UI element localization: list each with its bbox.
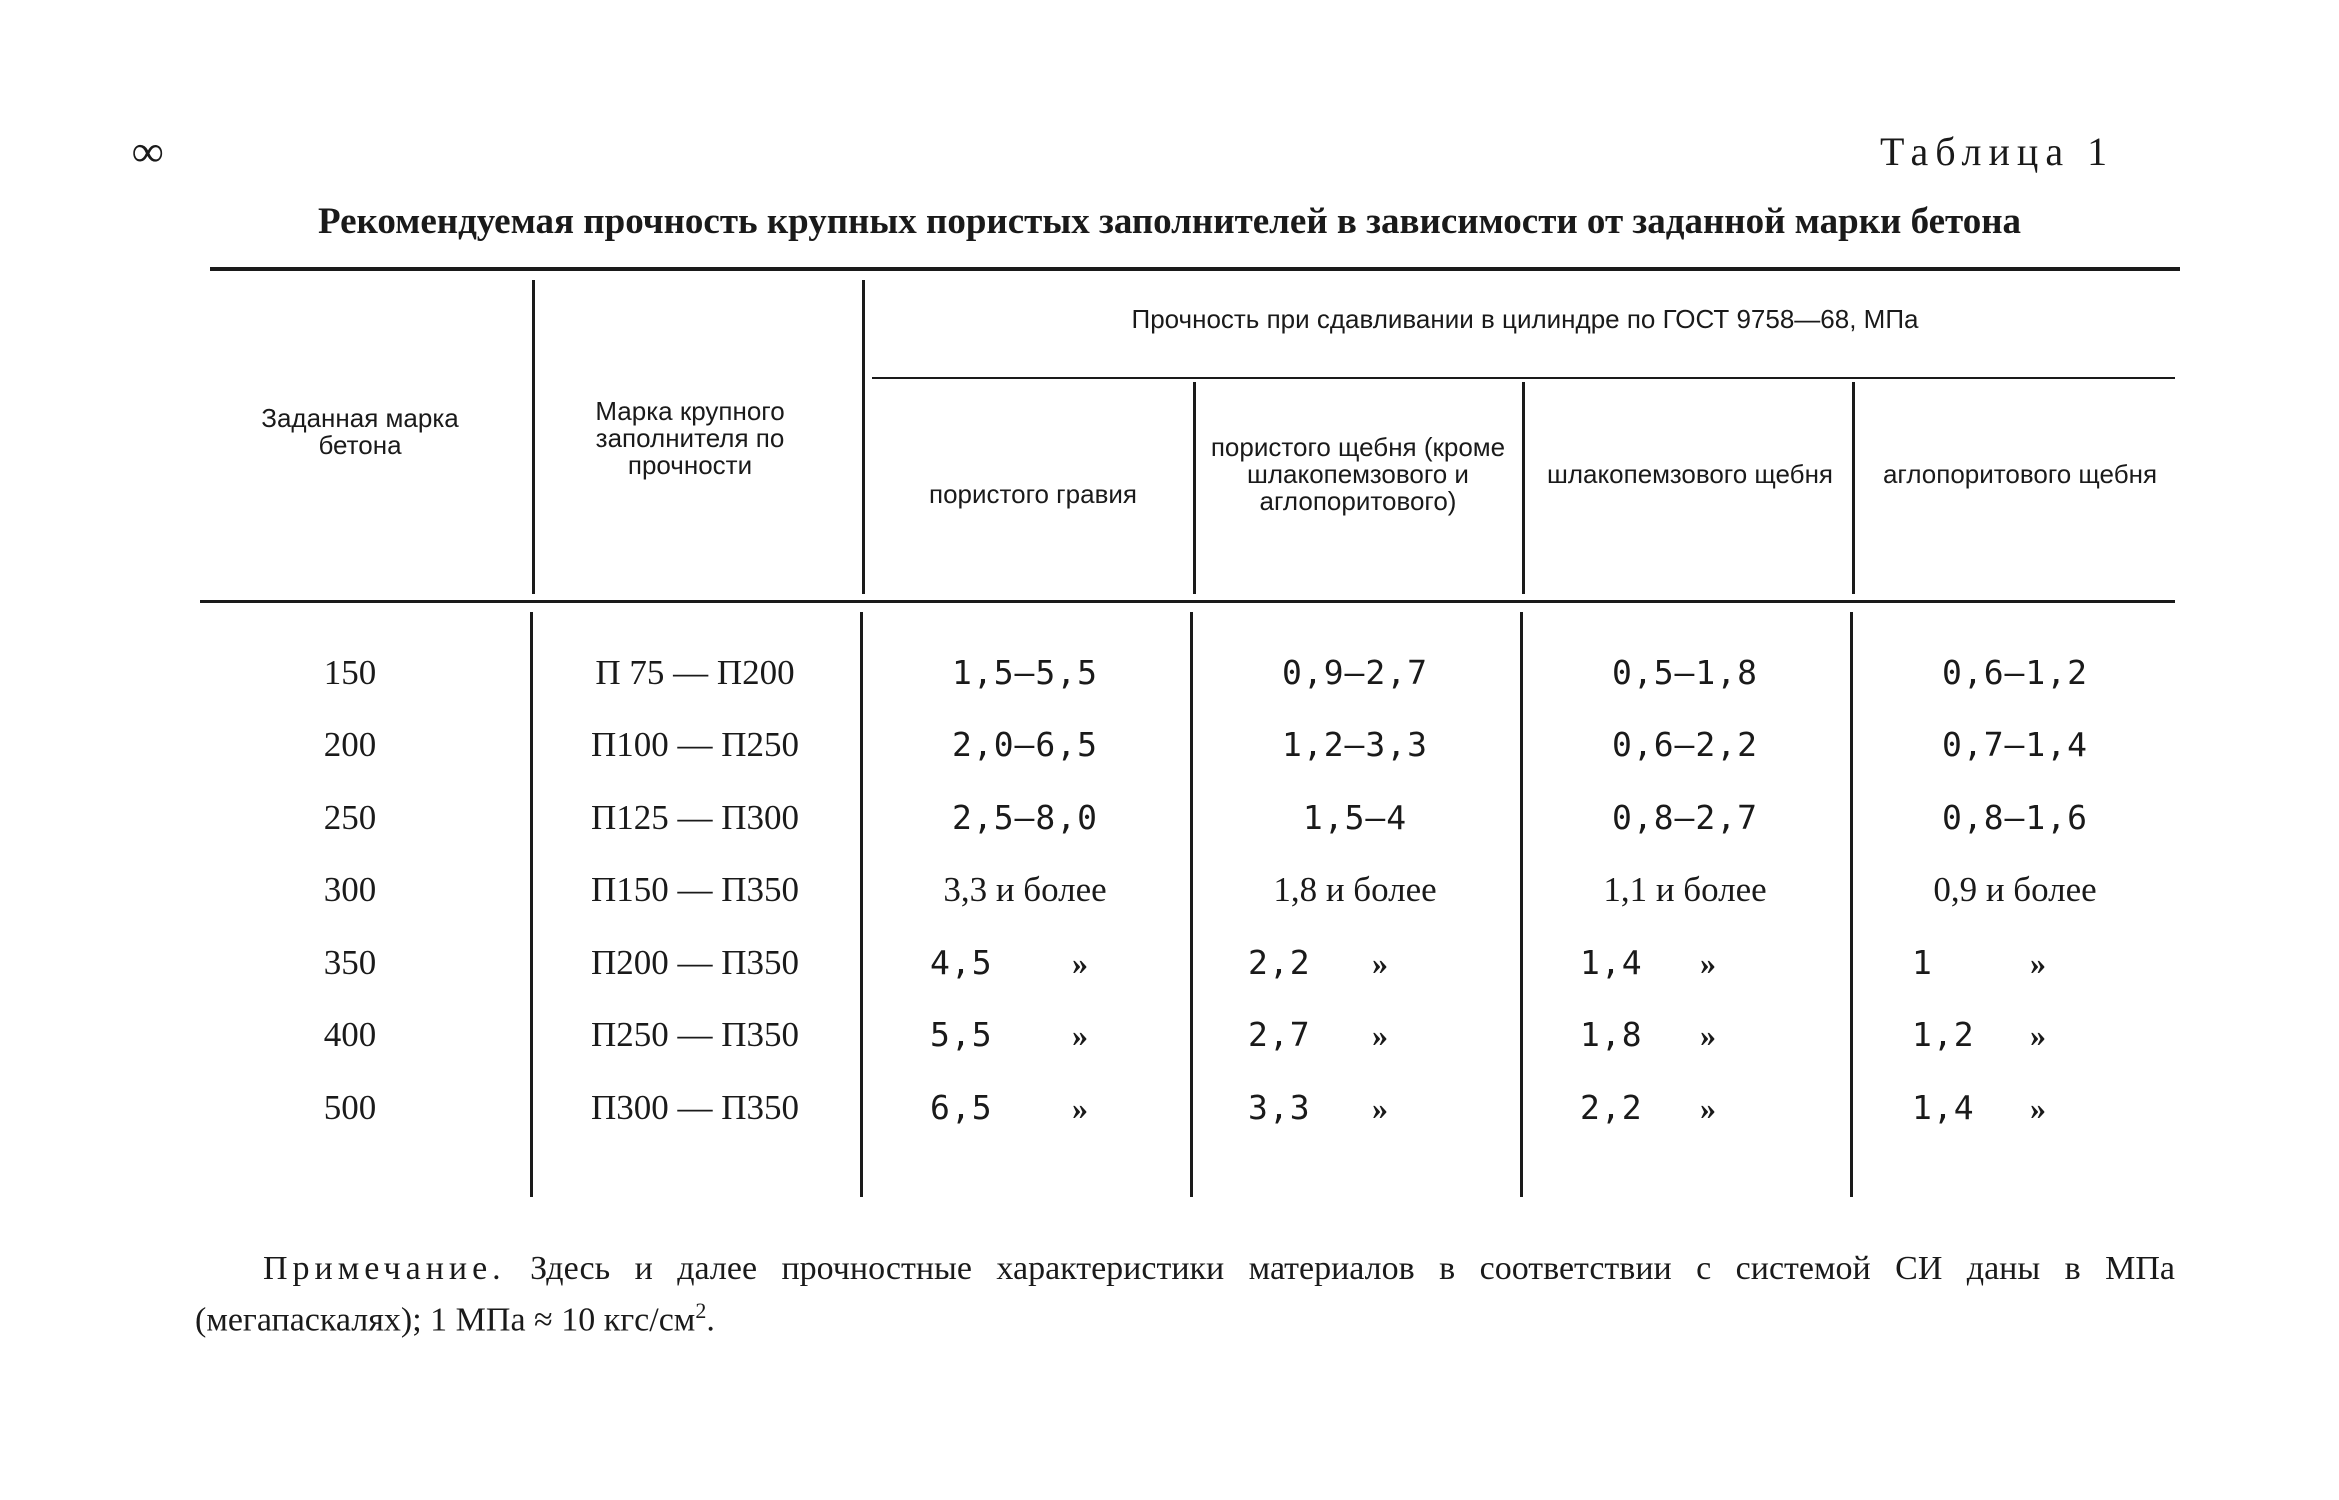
cell-aggregate-grade: П125 — П300 <box>590 798 800 837</box>
cell-gravel-strength: 2,5—8,0 <box>951 798 1099 837</box>
ditto-mark: » <box>1372 945 1388 981</box>
cell-aglo-strength: 0,7—1,4 <box>1941 725 2089 764</box>
header-concrete-grade: Заданная марка бетона <box>261 403 459 460</box>
column-divider <box>1520 612 1523 1197</box>
cell-concrete-grade: 150 <box>323 653 377 692</box>
cell-slag-strength: 0,6—2,2 <box>1611 725 1759 764</box>
note-superscript: 2 <box>695 1298 707 1323</box>
cell-slag-strength: 2,2 <box>1580 1088 1643 1127</box>
cell-concrete-grade: 500 <box>323 1088 377 1127</box>
cell-gravel-strength: 1,5—5,5 <box>951 653 1099 692</box>
cell-aglo-strength: 0,9 и более <box>1933 870 2097 909</box>
cell-slag-strength: 1,8 <box>1580 1015 1643 1054</box>
ditto-mark: » <box>2030 1017 2046 1053</box>
note-label: Примечание. <box>263 1250 506 1287</box>
cell-crushed-strength: 2,2 <box>1248 943 1311 982</box>
ditto-mark: » <box>1372 1017 1388 1053</box>
header-strength-group: Прочность при сдавливании в цилиндре по ГОСТ 9758—68, МПа <box>1131 304 1919 334</box>
column-divider <box>1190 612 1193 1197</box>
table-label: Таблица 1 <box>1880 129 2115 174</box>
header-gravel: пористого гравия <box>928 479 1137 509</box>
cell-crushed-strength: 1,2—3,3 <box>1281 725 1429 764</box>
cell-gravel-strength: 4,5 <box>930 943 993 982</box>
header-aggregate-grade: Марка крупного заполнителя по прочности <box>595 396 785 480</box>
header-agloporite: аглопоритового щебня <box>1882 459 2158 489</box>
ditto-mark: » <box>1700 1090 1716 1126</box>
ditto-mark: » <box>1072 1090 1088 1126</box>
cell-aggregate-grade: П200 — П350 <box>590 943 800 982</box>
table-title: Рекомендуемая прочность крупных пористых заполнителей в зависимости от заданной марки бетона <box>317 201 2022 242</box>
column-divider <box>530 612 533 1197</box>
column-divider <box>862 280 865 594</box>
cell-crushed-strength: 1,5—4 <box>1302 798 1408 837</box>
column-divider <box>1522 382 1525 594</box>
ditto-mark: » <box>1072 1017 1088 1053</box>
header-crushed-stone: пористого щебня (кроме шлакопемзового и аглопоритового) <box>1210 432 1506 516</box>
cell-concrete-grade: 350 <box>323 943 377 982</box>
table-top-rule <box>210 267 2180 271</box>
note-text: Здесь и далее прочностные характеристики материалов в соответствии с системой СИ даны в МПа (мегапаскалях); 1 МПа ≈ 10 кгс/см <box>195 1250 2176 1339</box>
cell-aglo-strength: 1 <box>1912 943 1933 982</box>
header-slag-pumice: шлакопемзового щебня <box>1547 459 1833 489</box>
cell-crushed-strength: 1,8 и более <box>1273 870 1437 909</box>
cell-aglo-strength: 1,2 <box>1912 1015 1975 1054</box>
cell-crushed-strength: 2,7 <box>1248 1015 1311 1054</box>
cell-aggregate-grade: П250 — П350 <box>590 1015 800 1054</box>
cell-aggregate-grade: П150 — П350 <box>590 870 800 909</box>
column-divider <box>1193 382 1196 594</box>
column-divider <box>1850 612 1853 1197</box>
cell-gravel-strength: 5,5 <box>930 1015 993 1054</box>
cell-aggregate-grade: П300 — П350 <box>590 1088 800 1127</box>
cell-slag-strength: 1,4 <box>1580 943 1643 982</box>
ditto-mark: » <box>1700 1017 1716 1053</box>
cell-concrete-grade: 300 <box>323 870 377 909</box>
header-group-rule <box>872 377 2175 379</box>
cell-slag-strength: 1,1 и более <box>1603 870 1767 909</box>
cell-slag-strength: 0,5—1,8 <box>1611 653 1759 692</box>
cell-slag-strength: 0,8—2,7 <box>1611 798 1759 837</box>
cell-concrete-grade: 250 <box>323 798 377 837</box>
cell-gravel-strength: 2,0—6,5 <box>951 725 1099 764</box>
ditto-mark: » <box>1700 945 1716 981</box>
column-divider <box>1852 382 1855 594</box>
cell-aglo-strength: 1,4 <box>1912 1088 1975 1127</box>
table-footnote <box>195 1248 2175 1341</box>
cell-crushed-strength: 3,3 <box>1248 1088 1311 1127</box>
cell-crushed-strength: 0,9—2,7 <box>1281 653 1429 692</box>
cell-gravel-strength: 3,3 и более <box>943 870 1107 909</box>
column-divider <box>860 612 863 1197</box>
header-body-rule <box>200 600 2175 603</box>
cell-concrete-grade: 200 <box>323 725 377 764</box>
cell-aglo-strength: 0,8—1,6 <box>1941 798 2089 837</box>
cell-gravel-strength: 6,5 <box>930 1088 993 1127</box>
ditto-mark: » <box>2030 945 2046 981</box>
cell-concrete-grade: 400 <box>323 1015 377 1054</box>
ditto-mark: » <box>2030 1090 2046 1126</box>
note-end: . <box>706 1301 715 1339</box>
ditto-mark: » <box>1072 945 1088 981</box>
page-number: ∞ <box>132 127 164 176</box>
ditto-mark: » <box>1372 1090 1388 1126</box>
cell-aglo-strength: 0,6—1,2 <box>1941 653 2089 692</box>
cell-aggregate-grade: П 75 — П200 <box>595 653 795 692</box>
column-divider <box>532 280 535 594</box>
cell-aggregate-grade: П100 — П250 <box>590 725 800 764</box>
